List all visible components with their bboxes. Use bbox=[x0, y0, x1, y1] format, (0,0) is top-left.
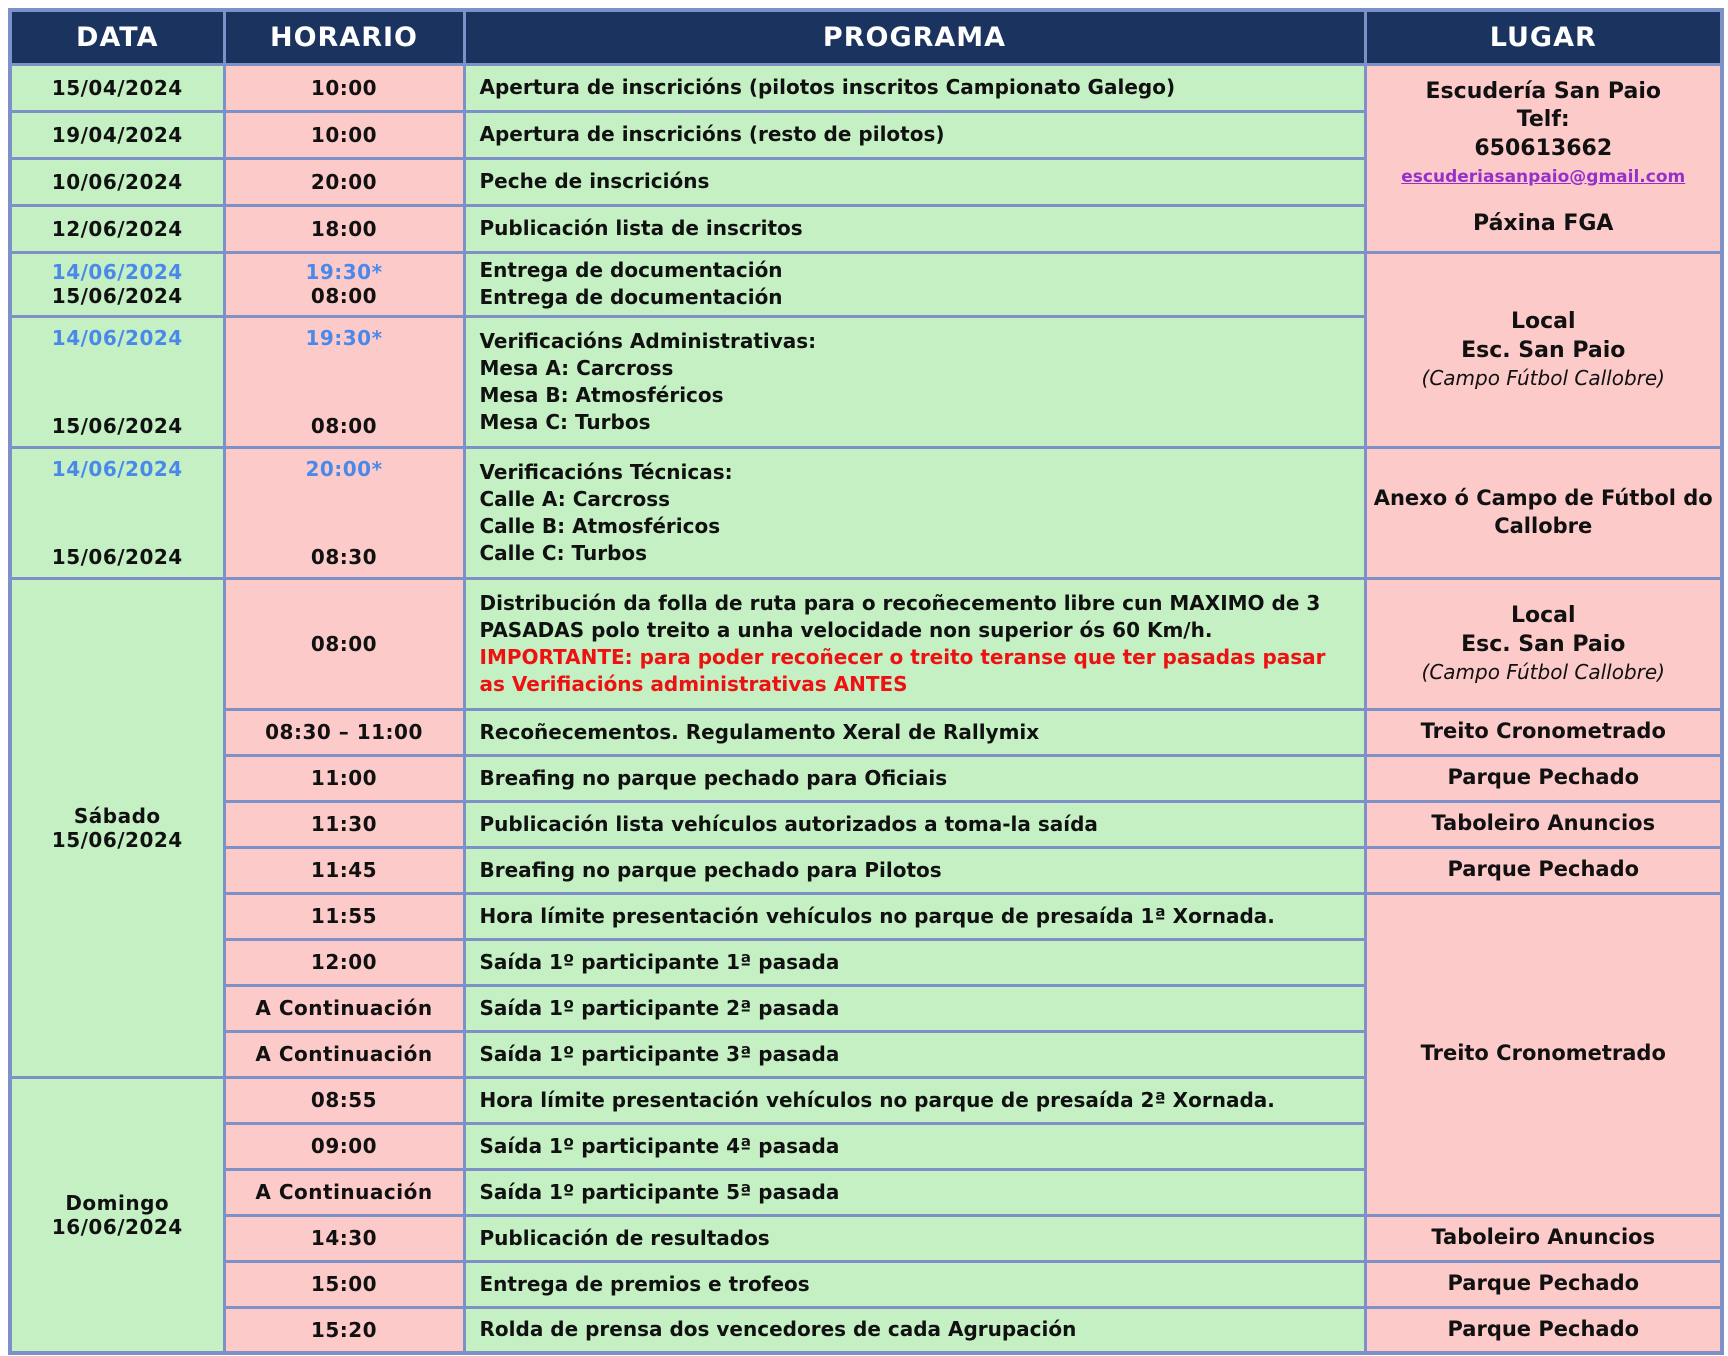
day-name: Sábado bbox=[73, 803, 161, 828]
day-date: 15/06/2024 bbox=[51, 827, 183, 852]
location-line-detail: (Campo Fútbol Callobre) bbox=[1421, 660, 1665, 685]
date-cell bbox=[10, 316, 224, 447]
day-cell-saturday bbox=[10, 578, 224, 1077]
program-cell: Saída 1º participante 2ª pasada bbox=[464, 985, 1365, 1031]
program-cell bbox=[464, 578, 1365, 709]
date-cell: 10/06/2024 bbox=[10, 158, 224, 205]
organizer-name: Escudería San Paio bbox=[1425, 78, 1661, 104]
program-cell: Rolda de prensa dos vencedores de cada Agrupación bbox=[464, 1307, 1365, 1353]
column-header-horario: HORARIO bbox=[224, 10, 464, 64]
time-cell bbox=[224, 252, 464, 316]
time-cell: 08:00 bbox=[224, 578, 464, 709]
location-line: Esc. San Paio bbox=[1461, 631, 1626, 657]
organizer-phone-number: 650613662 bbox=[1474, 135, 1613, 161]
program-line: Mesa C: Turbos bbox=[479, 409, 651, 434]
time-cell: 10:00 bbox=[224, 111, 464, 158]
program-cell: Saída 1º participante 1ª pasada bbox=[464, 939, 1365, 985]
program-cell: Apertura de inscricións (resto de pilotos) bbox=[464, 111, 1365, 158]
organizer-website: Páxina FGA bbox=[1473, 210, 1614, 236]
organizer-phone-label: Telf: bbox=[1516, 107, 1570, 133]
location-cell-local bbox=[1365, 578, 1722, 709]
date-line-friday: 14/06/2024 bbox=[51, 456, 183, 481]
program-cell: Peche de inscricións bbox=[464, 158, 1365, 205]
time-line-friday: 19:30* bbox=[305, 260, 383, 284]
time-cell: A Continuación bbox=[224, 1031, 464, 1077]
program-cell bbox=[464, 316, 1365, 447]
time-cell: 20:00 bbox=[224, 158, 464, 205]
location-cell: Taboleiro Anuncios bbox=[1365, 801, 1722, 847]
table-row bbox=[10, 578, 1722, 709]
time-line-saturday: 08:00 bbox=[310, 413, 378, 438]
time-cell: 14:30 bbox=[224, 1215, 464, 1261]
time-cell: 15:20 bbox=[224, 1307, 464, 1353]
date-cell: 15/04/2024 bbox=[10, 64, 224, 111]
table-row bbox=[10, 447, 1722, 578]
time-cell: 10:00 bbox=[224, 64, 464, 111]
date-line-saturday: 15/06/2024 bbox=[51, 413, 183, 438]
schedule-table bbox=[8, 8, 1724, 1355]
email-link[interactable]: escuderiasanpaio@gmail.com bbox=[1401, 166, 1686, 187]
program-cell: Saída 1º participante 5ª pasada bbox=[464, 1169, 1365, 1215]
date-cell: 19/04/2024 bbox=[10, 111, 224, 158]
column-header-lugar: LUGAR bbox=[1365, 10, 1722, 64]
table-row bbox=[10, 1307, 1722, 1353]
time-cell: 11:45 bbox=[224, 847, 464, 893]
time-cell: 12:00 bbox=[224, 939, 464, 985]
time-line-friday: 19:30* bbox=[305, 325, 383, 350]
location-cell: Taboleiro Anuncios bbox=[1365, 1215, 1722, 1261]
location-cell: Parque Pechado bbox=[1365, 1261, 1722, 1307]
day-name: Domingo bbox=[65, 1190, 170, 1215]
time-cell bbox=[224, 447, 464, 578]
time-cell: 09:00 bbox=[224, 1123, 464, 1169]
date-line-friday: 14/06/2024 bbox=[51, 325, 183, 350]
program-cell: Breafing no parque pechado para Pilotos bbox=[464, 847, 1365, 893]
program-cell: Hora límite presentación vehículos no parque de presaída 1ª Xornada. bbox=[464, 893, 1365, 939]
location-line: Esc. San Paio bbox=[1461, 337, 1626, 363]
time-cell: 18:00 bbox=[224, 205, 464, 252]
time-cell: 11:55 bbox=[224, 893, 464, 939]
column-header-programa: PROGRAMA bbox=[464, 10, 1365, 64]
time-cell: 08:30 – 11:00 bbox=[224, 709, 464, 755]
time-cell: 15:00 bbox=[224, 1261, 464, 1307]
table-row bbox=[10, 893, 1722, 939]
date-cell bbox=[10, 252, 224, 316]
location-cell-local bbox=[1365, 252, 1722, 447]
time-line-saturday: 08:00 bbox=[310, 284, 378, 308]
program-line: Entrega de documentación bbox=[479, 258, 783, 282]
column-header-data: DATA bbox=[10, 10, 224, 64]
location-cell: Treito Cronometrado bbox=[1365, 709, 1722, 755]
program-cell: Publicación lista vehículos autorizados a toma-la saída bbox=[464, 801, 1365, 847]
table-row bbox=[10, 1261, 1722, 1307]
table-row bbox=[10, 252, 1722, 316]
program-line: Verificacións Técnicas: bbox=[479, 459, 733, 484]
location-cell: Parque Pechado bbox=[1365, 1307, 1722, 1353]
program-cell: Apertura de inscricións (pilotos inscritos Campionato Galego) bbox=[464, 64, 1365, 111]
location-cell bbox=[1365, 447, 1722, 578]
location-line-detail: (Campo Fútbol Callobre) bbox=[1421, 366, 1665, 391]
location-cell: Parque Pechado bbox=[1365, 755, 1722, 801]
date-line-saturday: 15/06/2024 bbox=[51, 544, 183, 569]
time-cell: A Continuación bbox=[224, 985, 464, 1031]
date-cell: 12/06/2024 bbox=[10, 205, 224, 252]
day-cell-sunday bbox=[10, 1077, 224, 1353]
location-cell-treito: Treito Cronometrado bbox=[1365, 893, 1722, 1215]
program-cell: Hora límite presentación vehículos no parque de presaída 2ª Xornada. bbox=[464, 1077, 1365, 1123]
program-cell: Saída 1º participante 3ª pasada bbox=[464, 1031, 1365, 1077]
program-warning-text: IMPORTANTE: para poder recoñecer o treito teranse que ter pasadas pasar as Verifiacións administrativas ANTES bbox=[479, 644, 1326, 696]
program-line: Calle A: Carcross bbox=[479, 486, 671, 511]
table-row bbox=[10, 64, 1722, 111]
program-line: Mesa B: Atmosféricos bbox=[479, 382, 724, 407]
program-cell: Publicación lista de inscritos bbox=[464, 205, 1365, 252]
program-cell: Entrega de premios e trofeos bbox=[464, 1261, 1365, 1307]
program-line: Calle B: Atmosféricos bbox=[479, 513, 721, 538]
location-line: Local bbox=[1510, 602, 1576, 628]
time-line-friday: 20:00* bbox=[305, 456, 383, 481]
program-cell: Saída 1º participante 4ª pasada bbox=[464, 1123, 1365, 1169]
location-line: Local bbox=[1510, 308, 1576, 334]
time-cell: 11:00 bbox=[224, 755, 464, 801]
program-cell: Breafing no parque pechado para Oficiais bbox=[464, 755, 1365, 801]
program-cell bbox=[464, 447, 1365, 578]
time-cell: 08:55 bbox=[224, 1077, 464, 1123]
location-line: Anexo ó Campo de Fútbol do Callobre bbox=[1373, 486, 1713, 538]
table-row bbox=[10, 1215, 1722, 1261]
time-cell: A Continuación bbox=[224, 1169, 464, 1215]
time-cell bbox=[224, 316, 464, 447]
day-date: 16/06/2024 bbox=[51, 1214, 183, 1239]
program-line: Calle C: Turbos bbox=[479, 540, 648, 565]
table-row bbox=[10, 755, 1722, 801]
program-cell: Recoñecementos. Regulamento Xeral de Rallymix bbox=[464, 709, 1365, 755]
program-cell bbox=[464, 252, 1365, 316]
location-cell-organizer bbox=[1365, 64, 1722, 252]
program-text: Distribución da folla de ruta para o recoñecemento libre cun MAXIMO de 3 PASADAS polo treito a unha velocidade non superior ós 60 Km/h. bbox=[479, 590, 1321, 642]
date-line-friday: 14/06/2024 bbox=[51, 260, 183, 284]
program-cell: Publicación de resultados bbox=[464, 1215, 1365, 1261]
table-row bbox=[10, 709, 1722, 755]
table-row bbox=[10, 801, 1722, 847]
date-line-saturday: 15/06/2024 bbox=[51, 284, 183, 308]
header-row bbox=[10, 10, 1722, 64]
location-cell: Parque Pechado bbox=[1365, 847, 1722, 893]
time-line-saturday: 08:30 bbox=[310, 544, 378, 569]
time-cell: 11:30 bbox=[224, 801, 464, 847]
date-cell bbox=[10, 447, 224, 578]
program-line: Entrega de documentación bbox=[479, 285, 783, 309]
table-row bbox=[10, 847, 1722, 893]
program-line: Mesa A: Carcross bbox=[479, 355, 674, 380]
program-line: Verificacións Administrativas: bbox=[479, 328, 817, 353]
